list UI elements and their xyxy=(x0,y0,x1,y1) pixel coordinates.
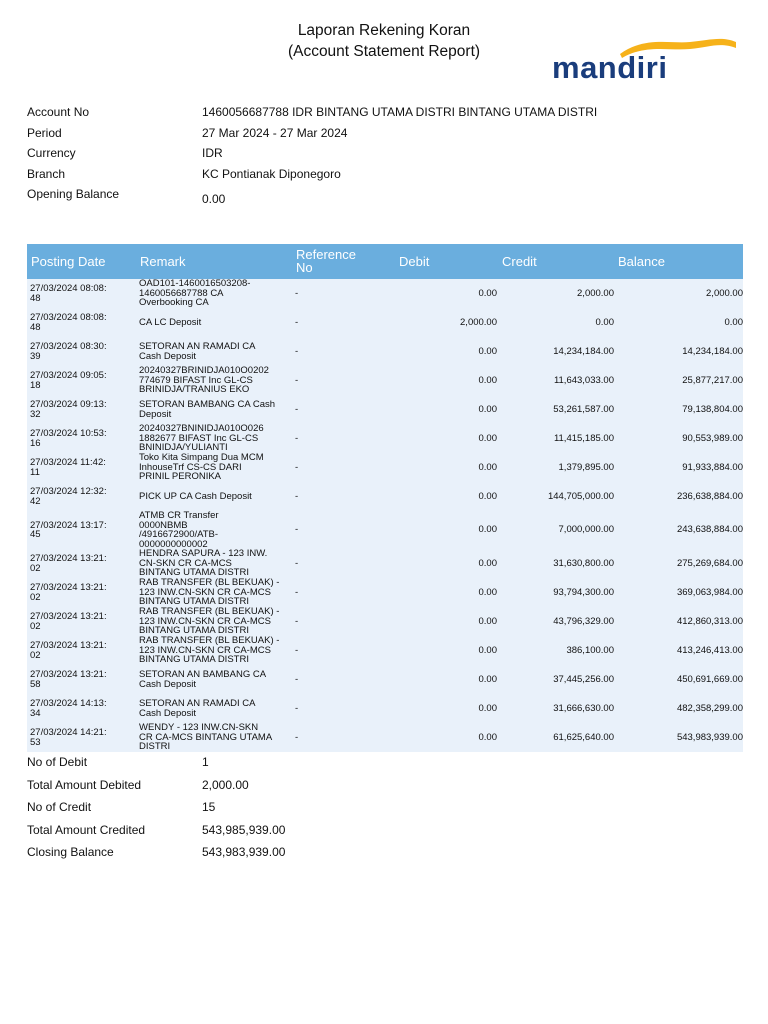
cell-debit: 2,000.00 xyxy=(460,316,497,328)
cell-reference-no: - xyxy=(295,345,299,357)
cell-debit: 0.00 xyxy=(478,490,497,502)
cell-balance: 14,234,184.00 xyxy=(682,345,743,357)
remark-line: WENDY - 123 INW.CN-SKN xyxy=(139,722,259,734)
cell-debit: 0.00 xyxy=(478,673,497,685)
cell-posting-date xyxy=(30,607,140,636)
remark-line: HENDRA SAPURA - 123 INW. xyxy=(139,548,268,560)
cell-credit: 144,705,000.00 xyxy=(547,490,614,502)
summary-value: 543,985,939.00 xyxy=(202,822,286,837)
cell-balance: 243,638,884.00 xyxy=(676,524,743,536)
time-seconds: 02 xyxy=(30,591,41,603)
cell-reference-no: - xyxy=(295,316,299,328)
cell-balance: 236,638,884.00 xyxy=(676,490,743,502)
table-row xyxy=(27,395,743,424)
cell-balance: 2,000.00 xyxy=(706,287,743,299)
info-label: Currency xyxy=(27,146,76,160)
cell-credit: 11,415,185.00 xyxy=(553,432,614,444)
date-line: 27/03/2024 13:21: xyxy=(30,582,107,593)
info-row xyxy=(27,184,747,205)
remark-line: BRINIDJA/TRANIUS EKO xyxy=(139,384,250,396)
summary-row xyxy=(27,751,427,774)
remark-line: InhouseTrf CS-CS DARI xyxy=(139,461,242,473)
remark-line: Cash Deposit xyxy=(139,350,197,362)
remark-line: 774679 BIFAST Inc GL-CS xyxy=(139,374,253,386)
cell-debit: 0.00 xyxy=(478,702,497,714)
date-line: 27/03/2024 11:42: xyxy=(30,457,106,468)
remark-line: PRINIL PERONIKA xyxy=(139,471,222,483)
remark-line: CR CA-MCS BINTANG UTAMA xyxy=(139,731,273,743)
table-row xyxy=(27,366,743,395)
cell-balance: 79,138,804.00 xyxy=(682,403,743,415)
cell-debit: 0.00 xyxy=(478,287,497,299)
cell-debit: 0.00 xyxy=(478,461,497,473)
transactions-table-header xyxy=(27,244,743,279)
time-seconds: 11 xyxy=(30,466,40,478)
table-row xyxy=(27,337,743,366)
cell-reference-no: - xyxy=(295,374,299,386)
time-seconds: 45 xyxy=(30,529,41,540)
table-row xyxy=(27,279,743,308)
cell-posting-date xyxy=(30,337,140,366)
date-line: 27/03/2024 13:21: xyxy=(30,553,107,564)
remark-line: 1882677 BIFAST Inc GL-CS xyxy=(139,432,259,444)
cell-credit: 43,796,329.00 xyxy=(553,615,614,627)
time-seconds: 48 xyxy=(30,321,41,333)
remark-line: SETORAN AN BAMBANG CA xyxy=(139,669,267,680)
remark-line: ATMB CR Transfer xyxy=(139,510,219,521)
cell-reference-no: - xyxy=(295,403,299,415)
remark-line: SETORAN BAMBANG CA Cash xyxy=(139,399,276,410)
remark-line: BNINIDJA/YULIANTI xyxy=(139,442,228,454)
remark-line: CN-SKN CR CA-MCS xyxy=(139,557,232,569)
cell-remark xyxy=(139,723,294,752)
cell-reference-no: - xyxy=(295,461,299,473)
cell-reference-no: - xyxy=(295,432,299,444)
mandiri-wordmark: mandiri xyxy=(552,50,668,85)
cell-reference-no: - xyxy=(295,615,299,627)
remark-line: 0000NBMB xyxy=(139,519,188,531)
cell-credit: 1,379,895.00 xyxy=(558,461,614,473)
cell-remark xyxy=(139,549,294,578)
report-title-line2: (Account Statement Report) xyxy=(287,43,481,60)
table-row xyxy=(27,636,743,665)
cell-credit: 93,794,300.00 xyxy=(553,586,614,598)
time-seconds: 58 xyxy=(30,678,41,690)
date-line: 27/03/2024 13:17: xyxy=(30,519,107,531)
table-row xyxy=(27,578,743,607)
cell-remark xyxy=(139,395,294,424)
col-balance: Balance xyxy=(618,254,665,269)
cell-posting-date xyxy=(30,395,140,424)
cell-remark xyxy=(139,424,294,453)
cell-credit: 0.00 xyxy=(595,316,614,328)
cell-posting-date xyxy=(30,723,140,752)
cell-reference-no: - xyxy=(295,287,299,299)
summary-value: 1 xyxy=(202,755,209,769)
transactions-table-body xyxy=(27,279,743,752)
cell-debit: 0.00 xyxy=(478,615,497,627)
info-row xyxy=(27,123,747,144)
remark-line: BINTANG UTAMA DISTRI xyxy=(139,625,249,637)
remark-line: 20240327BNINIDJA010O026 xyxy=(139,423,264,435)
summary-value: 543,983,939.00 xyxy=(202,845,286,859)
cell-balance: 413,246,413.00 xyxy=(676,644,743,656)
info-label: Branch xyxy=(27,166,66,181)
cell-reference-no: - xyxy=(295,673,299,685)
info-label: Account No xyxy=(27,105,90,119)
cell-debit: 0.00 xyxy=(478,374,497,386)
info-label: Opening Balance xyxy=(27,187,120,201)
info-row xyxy=(27,102,747,123)
cell-credit: 11,643,033.00 xyxy=(553,374,614,386)
summary-label: Closing Balance xyxy=(27,845,114,859)
info-label: Period xyxy=(27,125,62,140)
time-seconds: 02 xyxy=(30,649,41,661)
table-row xyxy=(27,607,743,636)
table-row xyxy=(27,453,743,482)
remark-line: Toko Kita Simpang Dua MCM xyxy=(139,452,264,464)
remark-line: 123 INW.CN-SKN CR CA-MCS xyxy=(139,644,271,656)
cell-posting-date xyxy=(30,665,140,694)
remark-line: RAB TRANSFER (BL BEKUAK) - xyxy=(139,635,280,647)
cell-balance: 275,269,684.00 xyxy=(676,557,743,569)
cell-credit: 7,000,000.00 xyxy=(558,524,614,536)
cell-reference-no: - xyxy=(295,490,299,502)
col-reference-line1: Reference xyxy=(296,247,356,262)
cell-debit: 0.00 xyxy=(478,731,497,743)
cell-reference-no: - xyxy=(295,644,299,656)
remark-line: Cash Deposit xyxy=(139,707,197,719)
remark-line: SETORAN AN RAMADI CA xyxy=(139,341,256,352)
time-seconds: 18 xyxy=(30,379,41,391)
cell-balance: 543,983,939.00 xyxy=(676,731,743,743)
table-row xyxy=(27,723,743,752)
cell-reference-no: - xyxy=(295,524,299,536)
cell-debit: 0.00 xyxy=(478,557,497,569)
cell-remark xyxy=(139,578,294,607)
cell-balance: 25,877,217.00 xyxy=(682,374,743,386)
table-row xyxy=(27,308,743,337)
remark-line: 123 INW.CN-SKN CR CA-MCS xyxy=(139,615,271,627)
info-value: 1460056687788 IDR BINTANG UTAMA DISTRI BINTANG UTAMA DISTRI xyxy=(202,105,598,119)
info-value: KC Pontianak Diponegoro xyxy=(202,166,341,181)
account-info xyxy=(27,102,747,205)
date-line: 27/03/2024 13:21: xyxy=(30,611,107,622)
cell-remark xyxy=(139,694,294,723)
cell-remark xyxy=(139,308,294,337)
table-row xyxy=(27,511,743,549)
remark-line: BINTANG UTAMA DISTRI xyxy=(139,596,249,608)
summary-row xyxy=(27,796,427,819)
info-value: 0.00 xyxy=(202,192,226,206)
cell-posting-date xyxy=(30,578,140,607)
date-line: 27/03/2024 09:13: xyxy=(30,399,107,410)
time-seconds: 32 xyxy=(30,408,41,420)
cell-posting-date xyxy=(30,279,140,308)
remark-line: /4916672900/ATB- xyxy=(139,529,219,540)
cell-balance: 412,860,313.00 xyxy=(676,615,743,627)
date-line: 27/03/2024 09:05: xyxy=(30,370,107,381)
cell-reference-no: - xyxy=(295,586,299,598)
col-posting-date: Posting Date xyxy=(31,254,106,269)
remark-line: RAB TRANSFER (BL BEKUAK) - xyxy=(139,606,280,618)
info-row xyxy=(27,143,747,164)
cell-debit: 0.00 xyxy=(478,524,497,536)
cell-reference-no: - xyxy=(295,557,299,569)
cell-remark xyxy=(139,453,294,482)
cell-credit: 53,261,587.00 xyxy=(553,403,614,415)
remark-line: DISTRI xyxy=(139,741,171,753)
cell-credit: 31,630,800.00 xyxy=(553,557,614,569)
mandiri-logo xyxy=(550,34,740,84)
col-credit: Credit xyxy=(502,254,537,269)
info-value: 27 Mar 2024 - 27 Mar 2024 xyxy=(202,125,348,140)
cell-remark xyxy=(139,665,294,694)
cell-debit: 0.00 xyxy=(478,644,497,656)
col-debit: Debit xyxy=(399,254,430,269)
summary-row xyxy=(27,774,427,797)
time-seconds: 16 xyxy=(30,437,41,449)
cell-balance: 90,553,989.00 xyxy=(682,432,743,444)
remark-line: 123 INW.CN-SKN CR CA-MCS xyxy=(139,586,271,598)
cell-debit: 0.00 xyxy=(478,345,497,357)
date-line: 27/03/2024 08:30: xyxy=(30,341,107,352)
remark-line: 1460056687788 CA xyxy=(139,287,224,299)
remark-line: Cash Deposit xyxy=(139,678,197,690)
summary-label: Total Amount Credited xyxy=(27,822,146,837)
cell-reference-no: - xyxy=(295,731,299,743)
time-seconds: 48 xyxy=(30,292,41,304)
cell-remark xyxy=(139,636,294,665)
remark-line: 0000000000002 xyxy=(139,538,208,550)
time-seconds: 02 xyxy=(30,562,41,574)
table-row xyxy=(27,482,743,511)
col-remark: Remark xyxy=(140,254,186,269)
info-row xyxy=(27,164,747,185)
col-reference-line2: No xyxy=(296,260,313,275)
info-value: IDR xyxy=(202,146,223,160)
time-seconds: 53 xyxy=(30,736,41,748)
cell-balance: 482,358,299.00 xyxy=(676,702,743,714)
cell-credit: 386,100.00 xyxy=(566,644,614,656)
summary-row xyxy=(27,841,427,864)
cell-credit: 31,666,630.00 xyxy=(553,702,614,714)
summary-value: 2,000.00 xyxy=(202,777,249,792)
cell-credit: 61,625,640.00 xyxy=(553,731,614,743)
remark-line: RAB TRANSFER (BL BEKUAK) - xyxy=(139,577,280,589)
cell-remark xyxy=(139,366,294,395)
remark-line: BINTANG UTAMA DISTRI xyxy=(139,567,249,579)
table-row xyxy=(27,665,743,694)
cell-credit: 2,000.00 xyxy=(577,287,614,299)
table-row xyxy=(27,549,743,578)
cell-posting-date xyxy=(30,424,140,453)
date-line: 27/03/2024 08:08: xyxy=(30,312,107,323)
cell-posting-date xyxy=(30,511,140,549)
summary-label: Total Amount Debited xyxy=(27,777,142,792)
cell-balance: 91,933,884.00 xyxy=(682,461,743,473)
date-line: 27/03/2024 13:21: xyxy=(30,669,107,680)
date-line: 27/03/2024 12:32: xyxy=(30,486,107,497)
cell-debit: 0.00 xyxy=(478,586,497,598)
cell-posting-date xyxy=(30,549,140,578)
time-seconds: 02 xyxy=(30,620,41,632)
table-row xyxy=(27,424,743,453)
cell-debit: 0.00 xyxy=(478,432,497,444)
date-line: 27/03/2024 08:08: xyxy=(30,283,107,294)
statement-summary xyxy=(27,751,427,864)
cell-posting-date xyxy=(30,636,140,665)
table-row xyxy=(27,694,743,723)
cell-posting-date xyxy=(30,694,140,723)
date-line: 27/03/2024 13:21: xyxy=(30,640,107,651)
summary-row xyxy=(27,819,427,842)
cell-debit: 0.00 xyxy=(478,403,497,415)
remark-line: CA LC Deposit xyxy=(139,316,202,328)
date-line: 27/03/2024 10:53: xyxy=(30,428,107,439)
cell-posting-date xyxy=(30,453,140,482)
col-reference-no xyxy=(296,248,356,274)
summary-label: No of Credit xyxy=(27,800,92,814)
cell-remark xyxy=(139,511,294,549)
cell-remark xyxy=(139,337,294,366)
remark-line: PICK UP CA Cash Deposit xyxy=(139,490,252,502)
date-line: 27/03/2024 14:21: xyxy=(30,727,107,738)
remark-line: Overbooking CA xyxy=(139,297,209,309)
remark-line: Deposit xyxy=(139,408,172,420)
remark-line: 20240327BRINIDJA010O0202 xyxy=(139,365,269,377)
cell-credit: 14,234,184.00 xyxy=(553,345,614,357)
cell-balance: 0.00 xyxy=(724,316,743,328)
cell-posting-date xyxy=(30,366,140,395)
time-seconds: 39 xyxy=(30,350,41,362)
remark-line: OAD101-1460016503208- xyxy=(139,278,251,290)
cell-credit: 37,445,256.00 xyxy=(553,673,614,685)
time-seconds: 42 xyxy=(30,495,41,507)
report-title-line1: Laporan Rekening Koran xyxy=(297,22,471,39)
cell-reference-no: - xyxy=(295,702,299,714)
cell-remark xyxy=(139,607,294,636)
summary-value: 15 xyxy=(202,800,216,814)
cell-remark xyxy=(139,279,294,308)
remark-line: BINTANG UTAMA DISTRI xyxy=(139,654,249,666)
date-line: 27/03/2024 14:13: xyxy=(30,698,107,709)
cell-remark xyxy=(139,482,294,511)
cell-balance: 369,063,984.00 xyxy=(676,586,743,598)
time-seconds: 34 xyxy=(30,707,41,719)
remark-line: SETORAN AN RAMADI CA xyxy=(139,698,256,709)
cell-posting-date xyxy=(30,308,140,337)
cell-posting-date xyxy=(30,482,140,511)
summary-label: No of Debit xyxy=(27,755,88,769)
cell-balance: 450,691,669.00 xyxy=(676,673,743,685)
